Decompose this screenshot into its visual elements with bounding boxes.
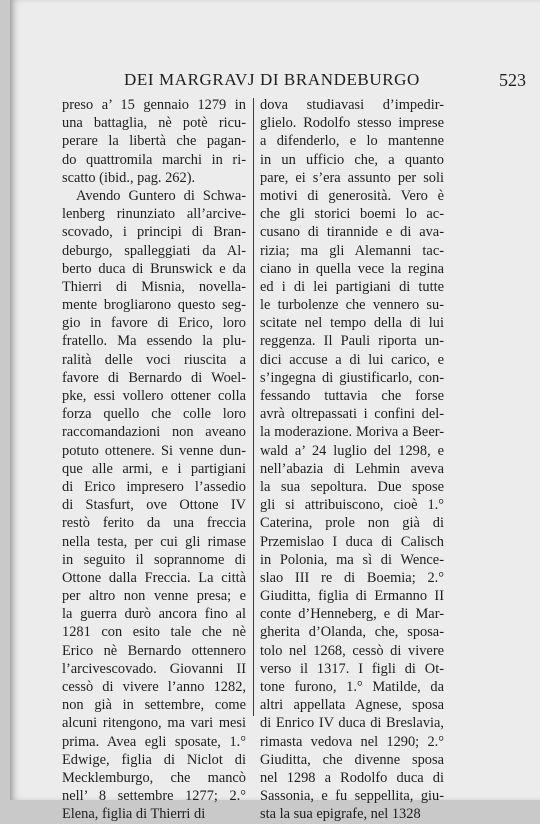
text-line: mente brogliarono questo seg- [62,297,246,314]
text-line: ralità delle voci riuscita a [62,351,246,368]
text-line: favore di Bernardo di Woel- [62,369,246,386]
text-line: in seguito il soprannome di [62,551,246,568]
text-line: ciano in quella vece la regina [260,260,444,277]
text-line: altri appellata Agnese, sposa [260,697,444,714]
text-line: do quattromila marchi in ri- [62,151,246,168]
text-line: di Enrico IV duca di Breslavia, [260,715,444,732]
text-line: Thierri di Misnia, novella- [62,278,246,295]
text-line: Ottone dalla Freccia. La città [62,569,246,586]
text-line: conte d’Henneberg, e di Mar- [260,606,444,623]
text-line: Avendo Guntero di Schwa- [76,187,246,204]
text-line: lenberg rinunziato all’arcive- [62,206,246,223]
page-number: 523 [499,70,526,90]
text-line: slao III re di Boemia; 2.° [260,569,444,586]
text-line: wald a’ 24 luglio del 1298, e [260,442,444,459]
text-line: Caterina, prole non già di [260,515,444,532]
text-line: preso a’ 15 gennaio 1279 in [62,97,246,113]
text-line: gherita d’Olanda, che, sposa- [260,624,444,641]
text-line: potuto ottenere. Si venne dun- [62,442,246,459]
text-line: glielo. Rodolfo stesso imprese [260,115,444,132]
text-line: fessando tuttavia che forse [260,388,444,404]
text-line: cusano di tirannide e di ava- [260,224,444,241]
text-line: fratello. Ma essendo la plu- [62,333,246,350]
text-line: scitate nel tempo della di lui [260,315,444,332]
text-line: la sua sepoltura. Due spose [260,478,444,495]
text-line: gli si attribuiscono, cioè 1.° [260,497,444,514]
text-line: dici accuse a di lui carico, e [260,351,444,368]
text-line: l’arcivescovado. Giovanni II [62,660,246,677]
text-line: Giuditta, figlia di Ermanno II [260,588,444,605]
text-line: in un ufficio che, a quanto [260,151,444,168]
running-title: DEI MARGRAVJ DI BRANDEBURGO [124,70,420,89]
text-line: pare, ei s’era assunto per soli [260,169,444,186]
text-line: alcuni ritengono, ma vari mesi [62,715,246,732]
text-line: nella testa, per cui gli rimase [62,533,246,550]
book-page [10,0,540,823]
text-line: scatto (ibid., pag. 262). [62,169,196,186]
text-line: tolo nel 1268, cessò di vivere [260,642,444,659]
text-line: s’ingegna di giustificarlo, con- [260,369,444,386]
text-line: Erico nè Bernardo ottennero [62,642,246,659]
text-line: que alle armi, e i partigiani [62,460,246,477]
text-line: a difenderlo, e lo mantenne [260,133,444,150]
running-header [106,70,526,94]
text-line: reggenza. Il Pauli riporta un- [260,333,444,350]
text-line: prima. Avea egli sposate, 1.° [62,733,246,750]
text-line: Elena, figlia di Thierri di [62,806,206,823]
text-line: non già in settembre, come [62,697,246,714]
text-line: rimasta vedova nel 1290; 2.° [260,733,444,750]
text-line: dova studiavasi d’impedir- [260,97,444,113]
text-line: nel 1298 a Rodolfo duca di [260,769,444,786]
text-line: rizia; ma gli Alemanni tac- [260,242,444,259]
text-line: pke, essi vollero ottener colla [62,388,246,404]
text-line: una battaglia, nè potè ricu- [62,115,246,132]
text-line: cessò di vivere l’anno 1282, [62,679,246,695]
text-line: per altro non venne presa; e [62,588,246,605]
left-text-column [62,96,246,824]
text-line: la guerra durò ancora fino al [62,606,246,623]
text-line: sta la sua epigrafe, nel 1328 [260,806,421,823]
text-line: gio in favore di Erico, loro [62,315,246,332]
text-line: di Stasfurt, ove Ottone IV [62,497,246,514]
text-line: verso il 1317. I figli di Ot- [260,660,444,677]
text-line: nell’ 8 settembre 1277; 2.° [62,788,246,805]
text-line: di Erico impresero l’assedio [62,478,246,495]
text-line: berto duca di Brunswick e da [62,260,246,277]
text-line: restò ferito da una freccia [62,515,246,532]
text-line: le turbolenze che vennero su- [260,297,444,314]
text-line: in Polonia, ma sì di Wence- [260,551,444,568]
text-line: che gli storici boemi lo ac- [260,206,444,223]
right-text-column [260,96,444,824]
text-line: nell’abazia di Lehmin aveva [260,460,444,477]
text-line: deburgo, spalleggiati da Al- [62,242,246,259]
text-line: forza quello che colle loro [62,406,246,423]
text-line: avrà oltrepassati i confini del- [260,406,444,423]
text-line: perare la libertà che pagan- [62,133,246,150]
text-line: raccomandazioni non aveano [62,424,246,441]
text-line: Mecklemburgo, che mancò [62,769,246,786]
text-line: Sassonia, e fu seppellita, giu- [260,788,444,805]
text-line: Giuditta, che divenne sposa [260,751,444,768]
column-divider [253,98,254,716]
text-line: tone furono, 1.° Matilde, da [260,679,444,695]
text-line: la moderazione. Moriva a Beer- [260,424,444,441]
text-line: motivi di generosità. Vero è [260,187,444,204]
text-line: Edwige, figlia di Niclot di [62,751,246,768]
text-line: Przemislao I duca di Calisch [260,533,444,550]
text-line: scovado, i principi di Bran- [62,224,246,241]
text-line: 1281 con esito tale che nè [62,624,246,641]
text-line: ed i di lei partigiani di tutte [260,278,444,295]
